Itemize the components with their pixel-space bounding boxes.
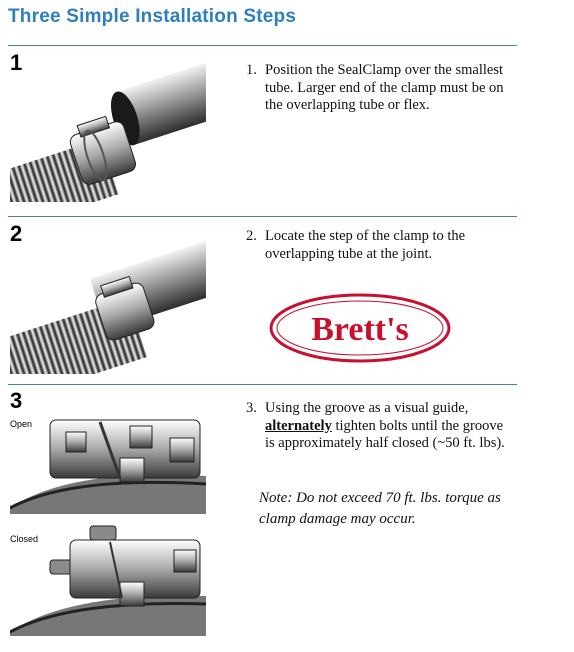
closed-label: Closed [10,534,39,544]
step-2-marker: 2. [246,228,257,244]
section-divider-3 [8,384,517,385]
closed-clamp-illustration [10,520,206,636]
step-number-2: 2 [10,221,23,246]
bretts-logo [268,292,452,364]
step-1-illustration [10,56,206,202]
logo-text: Brett's [311,311,409,348]
page-title: Three Simple Installation Steps [8,6,297,27]
step-3-instructions [246,400,516,453]
step-number-1: 1 [10,50,23,75]
step-2-instructions [246,228,516,263]
step-1-instructions [246,62,516,115]
step-number-3: 3 [10,388,23,413]
open-clamp-illustration [10,398,206,514]
open-label: Open [10,419,33,429]
section-divider-2 [8,216,517,217]
step-3-text: Using the groove as a visual guide, alternately tighten bolts until the groove is approximately half closed (~50 ft. lbs). [265,400,505,451]
section-divider-1 [8,45,517,46]
step-1-text: Position the SealClamp over the smallest tube. Larger end of the clamp must be on the overlapping tube or flex. [265,62,504,113]
step-2-text: Locate the step of the clamp to the overlapping tube at the joint. [265,228,466,262]
step-2-illustration [10,228,206,374]
emphasis-alternately: alternately [265,417,332,434]
step-3-marker: 3. [246,400,257,416]
torque-note: Note: Do not exceed 70 ft. lbs. torque as clamp damage may occur. [259,490,501,527]
step-1-marker: 1. [246,62,257,78]
